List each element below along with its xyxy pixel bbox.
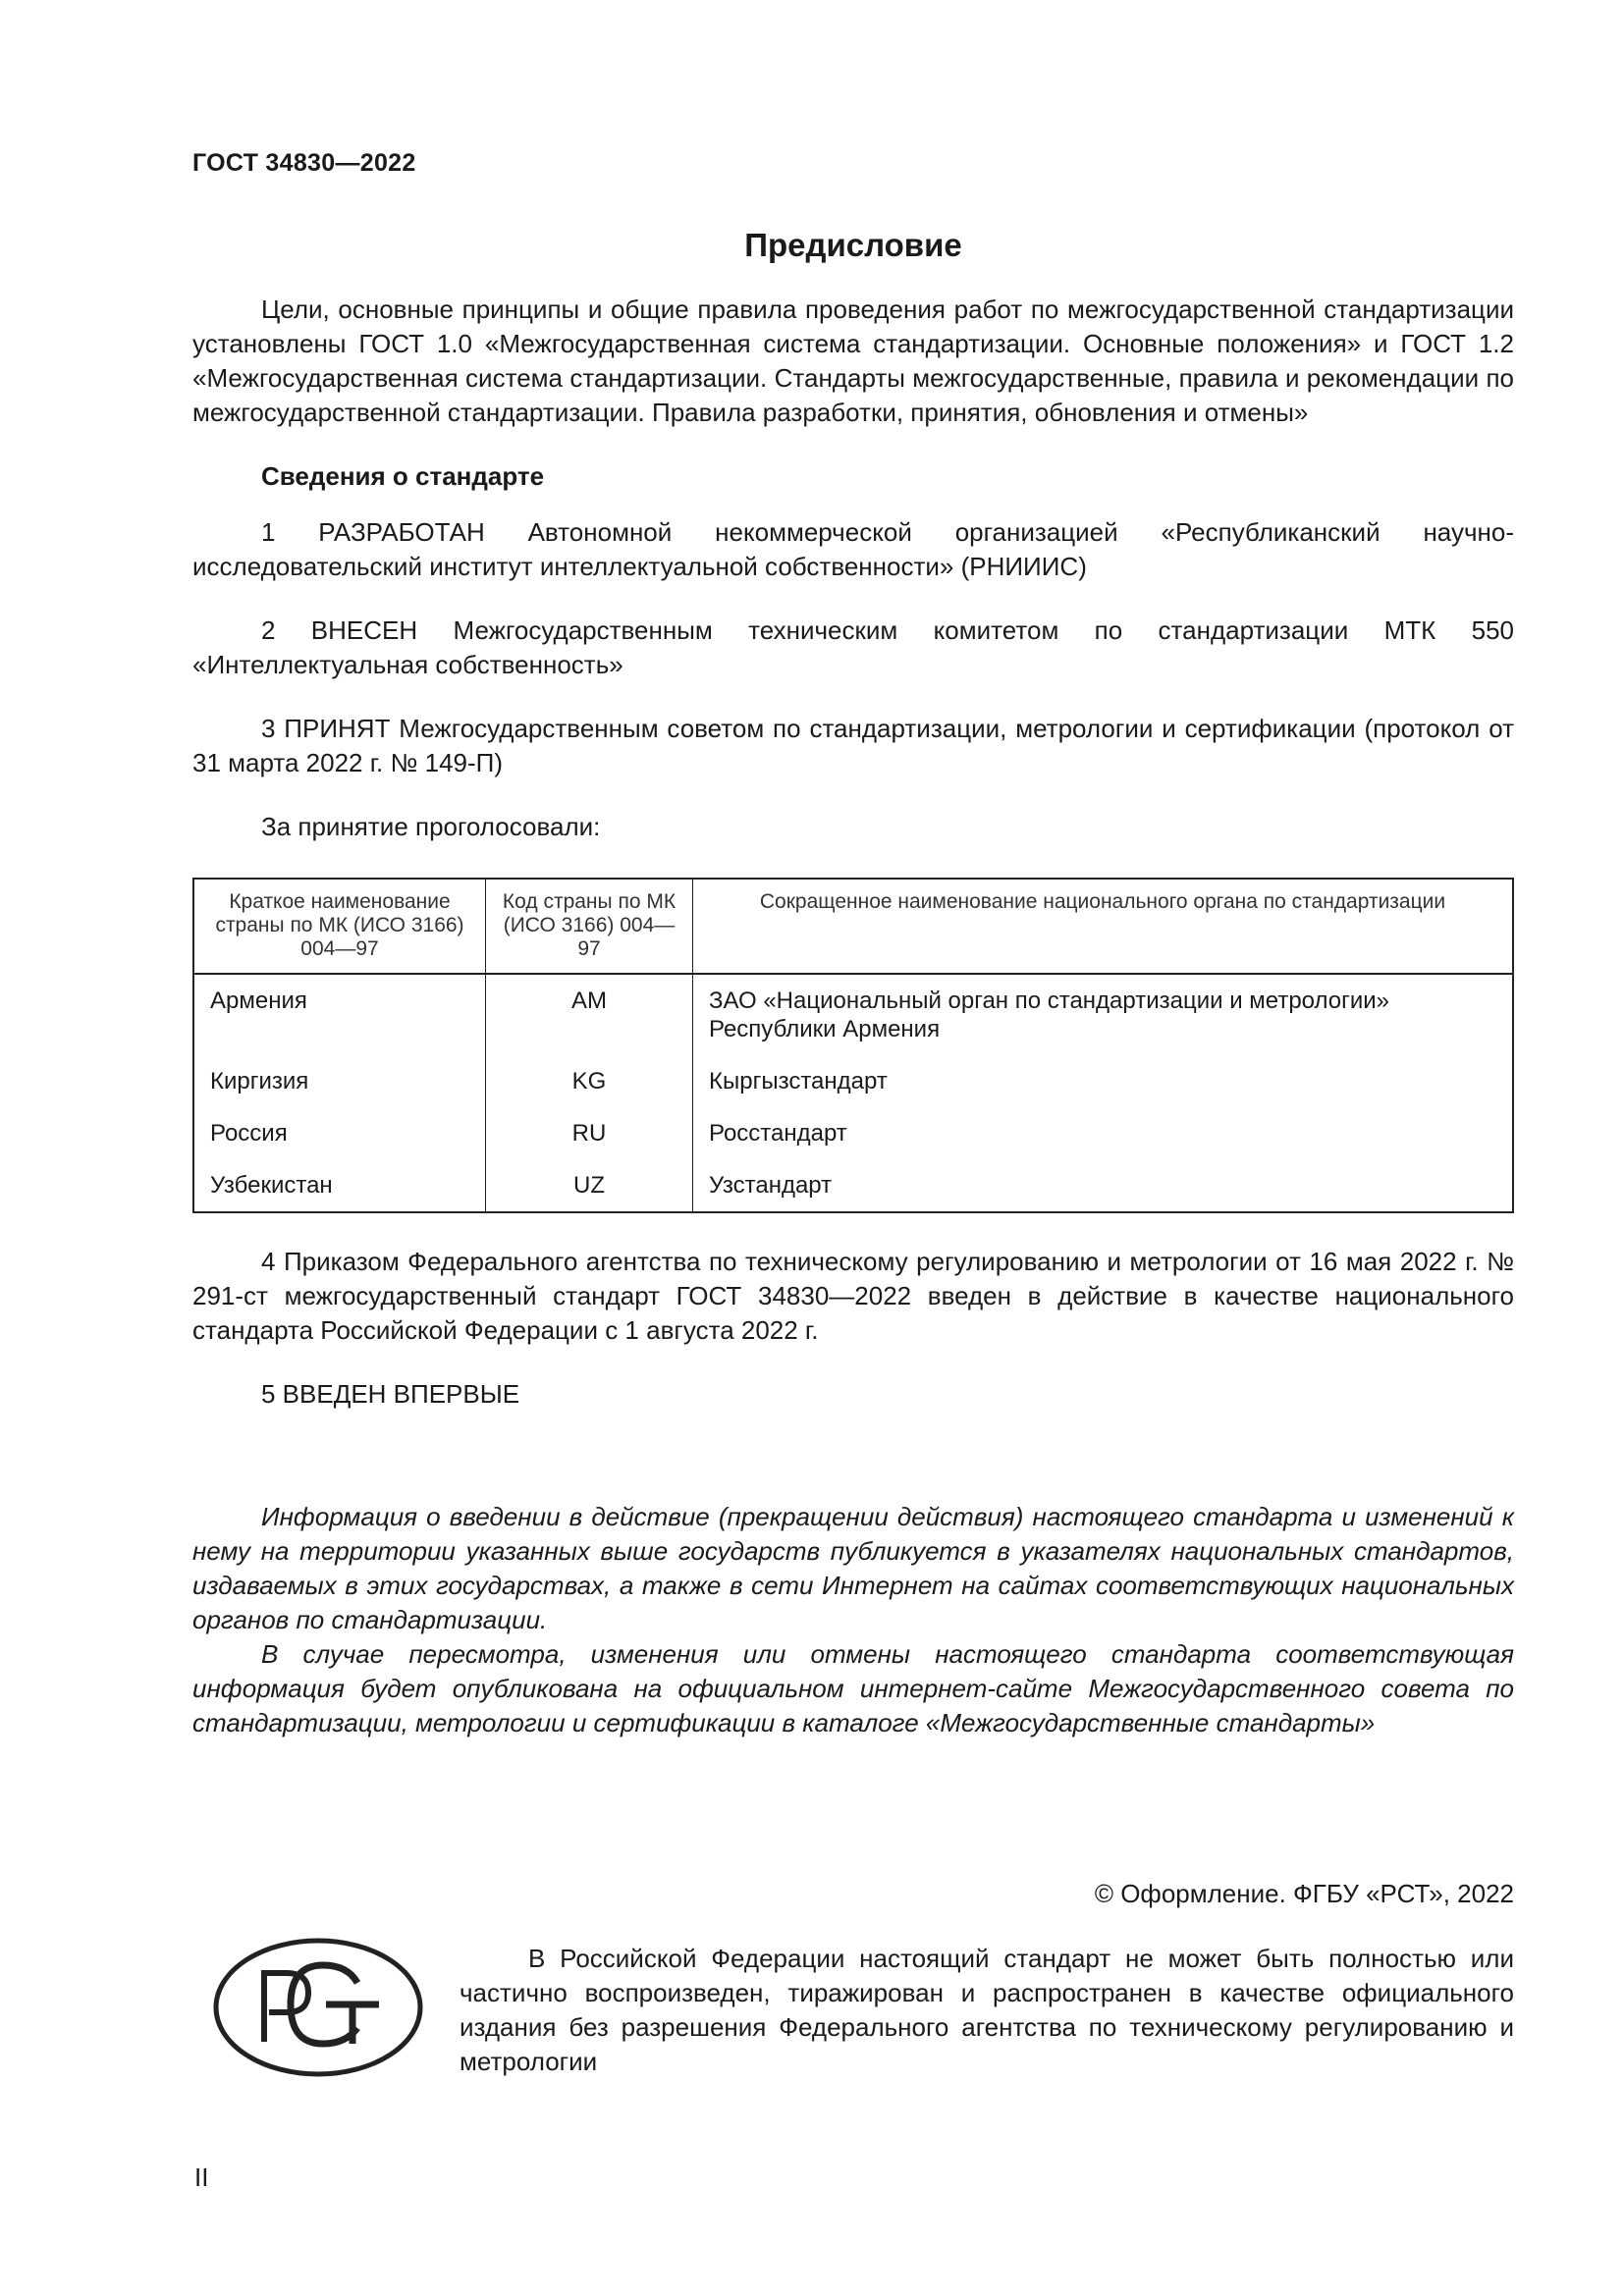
vote-lead: За принятие проголосовали: [261, 812, 601, 841]
country-name: Россия [193, 1115, 486, 1167]
info-notice [192, 1500, 1514, 1740]
country-code: KG [486, 1063, 693, 1115]
preface-section [192, 222, 1514, 1740]
notice-text: В Российской Федерации настоящий стандарт не может быть полностью или частично воспроизведен, тиражирован и распространен в качестве официального издания без разрешения Федерального агентства по техническому регулированию и метрологии [460, 1944, 1514, 2076]
table-row [193, 1063, 1513, 1115]
national-body: Узстандарт [693, 1167, 1514, 1212]
country-code: RU [486, 1115, 693, 1167]
table-row [193, 974, 1513, 1063]
table-row [193, 1167, 1513, 1212]
preface-intro: Цели, основные принципы и общие правила проведения работ по межгосударственной стандартизации установлены ГОСТ 1.0 «Межгосударственная система стандартизации. Основные положения» и ГОСТ 1.2 «Межгосударственная система стандартизации. Стандарты межгосударственные, правила и рекомендации по межгосударственной стандартизации. Правила разработки, принятия, обновления и отмены» [192, 294, 1514, 427]
info-paragraph-revision: В случае пересмотра, изменения или отмены настоящего стандарта соответствующая информация будет опубликована на официальном интернет-сайте Межгосударственного совета по стандартизации, метрологии и сертификации в каталоге «Межгосударственные стандарты» [192, 1639, 1514, 1737]
table-header-row [193, 879, 1513, 974]
table-row [193, 1115, 1513, 1167]
preface-title: Предисловие [744, 227, 962, 263]
rst-logo [210, 1934, 426, 2081]
header-country-code: Код страны по МК (ИСО 3166) 004—97 [486, 879, 693, 974]
header-national-body: Сокращенное наименование национального органа по стандартизации [693, 879, 1514, 974]
voting-countries-table [192, 878, 1514, 1213]
item-enacted: 4 Приказом Федерального агентства по техническому регулированию и метрологии от 16 мая 2022 г. № 291-ст межгосударственный стандарт ГОСТ 34830—2022 введен в действие в качестве национального стандарта Российской Федерации с 1 августа 2022 г. [192, 1247, 1514, 1345]
country-code: UZ [486, 1167, 693, 1212]
country-name: Узбекистан [193, 1167, 486, 1212]
page-number: II [194, 2163, 209, 2192]
item-submitted: 2 ВНЕСЕН Межгосударственным техническим комитетом по стандартизации МТК 550 «Интеллектуальная собственность» [192, 615, 1514, 679]
info-paragraph-intro: Информация о введении в действие (прекращении действия) настоящего стандарта и изменений к нему на территории указанных выше государств публикуется в указателях национальных стандартов, издаваемых в этих государствах, а также в сети Интернет на сайтах соответствующих национальных органов по стандартизации. [192, 1502, 1514, 1634]
copyright-line: © Оформление. ФГБУ «РСТ», 2022 [1094, 1879, 1514, 1908]
national-body: Кыргызстандарт [693, 1063, 1514, 1115]
national-body: Росстандарт [693, 1115, 1514, 1167]
item-adopted: 3 ПРИНЯТ Межгосударственным советом по стандартизации, метрологии и сертификации (протокол от 31 марта 2022 г. № 149-П) [192, 714, 1514, 777]
country-code: AM [486, 974, 693, 1063]
national-body: ЗАО «Национальный орган по стандартизации и метрологии» Республики Армения [693, 974, 1514, 1063]
item-first-introduced: 5 ВВЕДЕН ВПЕРВЫЕ [261, 1379, 520, 1409]
document-code: ГОСТ 34830—2022 [192, 149, 416, 177]
header-country-name: Краткое наименование страны по МК (ИСО 3166) 004—97 [193, 879, 486, 974]
standard-info-heading: Сведения о стандарте [261, 461, 545, 491]
reproduction-notice [460, 1942, 1514, 2079]
country-name: Киргизия [193, 1063, 486, 1115]
country-name: Армения [193, 974, 486, 1063]
item-developed: 1 РАЗРАБОТАН Автономной некоммерческой организацией «Республиканский научно-исследовательский институт интеллектуальной собственности» (РНИИИС) [192, 517, 1514, 581]
